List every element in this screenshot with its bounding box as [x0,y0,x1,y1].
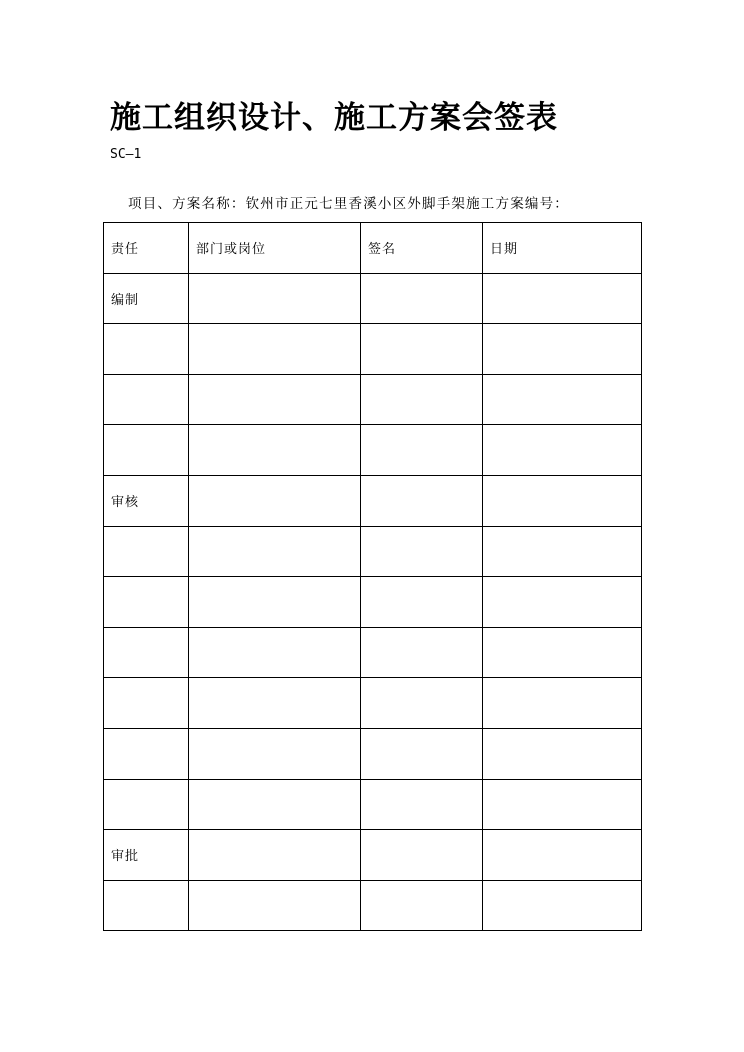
table-row [104,779,642,830]
project-name-line: 项目、方案名称：钦州市正元七里香溪小区外脚手架施工方案编号： [128,196,569,212]
cell-department[interactable] [189,880,361,931]
cell-signature[interactable] [361,627,483,678]
cell-department[interactable] [189,577,361,628]
cell-date[interactable] [483,728,642,779]
cell-responsibility [104,324,189,375]
cell-responsibility [104,880,189,931]
cell-responsibility [104,425,189,476]
table-row [104,526,642,577]
cell-department[interactable] [189,627,361,678]
cell-responsibility [104,577,189,628]
table-row [104,475,642,526]
cell-date[interactable] [483,830,642,881]
cell-signature[interactable] [361,728,483,779]
cell-department[interactable] [189,526,361,577]
cell-department[interactable] [189,374,361,425]
signoff-table [103,222,642,931]
cell-date[interactable] [483,880,642,931]
header-responsibility: 责任 [104,223,189,274]
cell-signature[interactable] [361,779,483,830]
cell-responsibility: 编制 [104,273,189,324]
cell-department[interactable] [189,475,361,526]
cell-signature[interactable] [361,324,483,375]
cell-signature[interactable] [361,577,483,628]
cell-department[interactable] [189,425,361,476]
table-row [104,830,642,881]
cell-signature[interactable] [361,830,483,881]
cell-department[interactable] [189,324,361,375]
table-header-row [104,223,642,274]
cell-signature[interactable] [361,880,483,931]
cell-department[interactable] [189,273,361,324]
table-row [104,678,642,729]
cell-department[interactable] [189,728,361,779]
cell-date[interactable] [483,475,642,526]
table-row [104,273,642,324]
header-date: 日期 [483,223,642,274]
cell-date[interactable] [483,577,642,628]
cell-department[interactable] [189,678,361,729]
table-row [104,627,642,678]
form-title: 施工组织设计、施工方案会签表 [110,100,558,136]
cell-signature[interactable] [361,273,483,324]
cell-date[interactable] [483,273,642,324]
table-row [104,728,642,779]
cell-date[interactable] [483,324,642,375]
cell-signature[interactable] [361,374,483,425]
table-row [104,880,642,931]
table-row [104,577,642,628]
cell-responsibility: 审核 [104,475,189,526]
table-row [104,374,642,425]
cell-responsibility: 审批 [104,830,189,881]
cell-date[interactable] [483,374,642,425]
table-row [104,425,642,476]
cell-responsibility [104,678,189,729]
cell-date[interactable] [483,526,642,577]
cell-department[interactable] [189,830,361,881]
header-signature: 签名 [361,223,483,274]
cell-responsibility [104,627,189,678]
cell-responsibility [104,728,189,779]
cell-responsibility [104,374,189,425]
cell-signature[interactable] [361,678,483,729]
cell-signature[interactable] [361,475,483,526]
cell-date[interactable] [483,678,642,729]
cell-signature[interactable] [361,425,483,476]
cell-date[interactable] [483,425,642,476]
cell-date[interactable] [483,779,642,830]
cell-responsibility [104,779,189,830]
form-code: SC—1 [110,147,142,162]
cell-responsibility [104,526,189,577]
header-department: 部门或岗位 [189,223,361,274]
table-row [104,324,642,375]
cell-signature[interactable] [361,526,483,577]
cell-date[interactable] [483,627,642,678]
cell-department[interactable] [189,779,361,830]
